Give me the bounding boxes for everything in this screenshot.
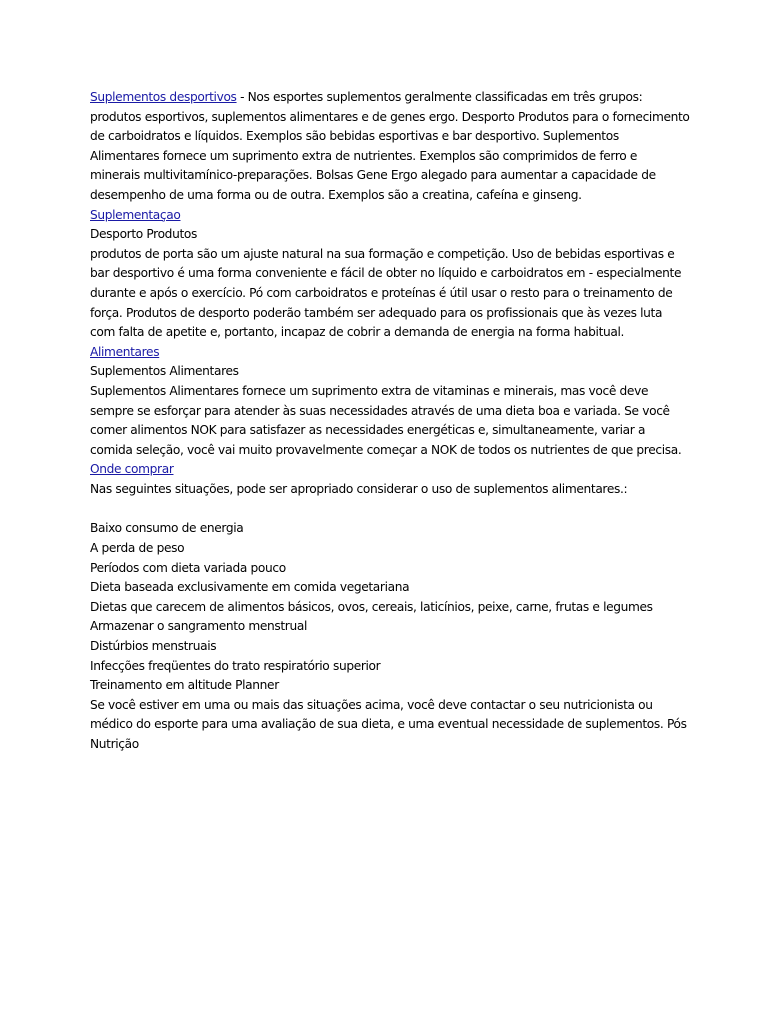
paragraph-suplementos-desportivos [90, 88, 690, 206]
list-item: Dieta baseada exclusivamente em comida vegetariana [90, 580, 410, 595]
heading-suplementos-alimentares: Suplementos Alimentares [90, 364, 239, 379]
paragraph-intro: Nas seguintes situações, pode ser apropriado considerar o uso de suplementos alimentares.: [90, 481, 628, 496]
list-item: Distúrbios menstruais [90, 639, 217, 654]
heading-desporto-produtos: Desporto Produtos [90, 227, 197, 242]
link-suplementacao[interactable]: Suplementaçao [90, 207, 181, 222]
list-item: Armazenar o sangramento menstrual [90, 619, 308, 634]
list-item: Dietas que carecem de alimentos básicos, ovos, cereais, laticínios, peixe, carne, frutas e legumes [90, 599, 653, 614]
link-alimentares[interactable]: Alimentares [90, 344, 160, 359]
document-page [90, 88, 690, 755]
list-item: Períodos com dieta variada pouco [90, 560, 286, 575]
section-link-paragraph [90, 206, 690, 226]
paragraph-suplementos-alimentares: Suplementos Alimentares fornece um suprimento extra de vitaminas e minerais, mas você deve sempre se esforçar para atender às suas necessidades através de uma dieta boa e variada. Se você comer alimentos NOK para satisfazer as necessidades energéticas e, simultaneamente, variar a comida seleção, você vai muito provavelmente começar a NOK de todos os nutrientes de que precisa. [90, 383, 682, 457]
list-item: Infecções freqüentes do trato respiratório superior [90, 658, 381, 673]
list-item: A perda de peso [90, 541, 185, 556]
paragraph-text: - Nos esportes suplementos geralmente classificadas em três grupos: produtos esportivos, suplementos alimentares e de genes ergo. Desporto Produtos para o fornecimento de carboidratos e líquidos. Exemplos são bebidas esportivas e bar desportivo. Suplementos Alimentares fornece um suprimento extra de nutrientes. Exemplos são comprimidos de ferro e minerais multivitamínico-preparações. Bolsas Gene Ergo alegado para aumentar a capacidade de desempenho de uma forma ou de outra. Exemplos são a creatina, cafeína e ginseng. [90, 90, 690, 202]
section-link-paragraph [90, 460, 690, 480]
paragraph-desporto-produtos: produtos de porta são um ajuste natural na sua formação e competição. Uso de bebidas esportivas e bar desportivo é uma forma conveniente e fácil de obter no líquido e carboidratos em - especialmente durante e após o exercício. Pó com carboidratos e proteínas é útil usar o resto para o treinamento de força. Produtos de desporto poderão também ser adequado para os profissionais que às vezes luta com falta de apetite e, portanto, incapaz de cobrir a demanda de energia na forma habitual. [90, 246, 682, 340]
situations-list [90, 519, 690, 695]
link-suplementos-desportivos[interactable]: Suplementos desportivos [90, 90, 237, 104]
list-item: Treinamento em altitude Planner [90, 678, 279, 693]
section-link-paragraph [90, 343, 690, 363]
paragraph-closing: Se você estiver em uma ou mais das situações acima, você deve contactar o seu nutricionista ou médico do esporte para uma avaliação de sua dieta, e uma eventual necessidade de suplementos. Pós Nutrição [90, 697, 687, 751]
link-onde-comprar[interactable]: Onde comprar [90, 462, 174, 477]
list-item: Baixo consumo de energia [90, 521, 244, 536]
